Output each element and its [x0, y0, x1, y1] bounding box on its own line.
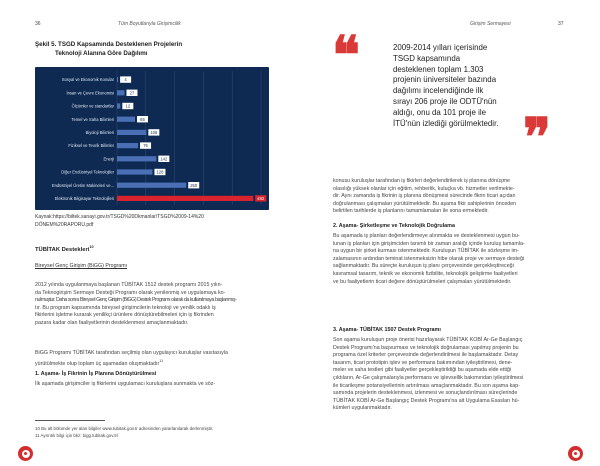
value-label: 12: [125, 103, 131, 109]
paragraph-2: [35, 350, 273, 368]
quote-line: İTÜ'nün izlediği görülmektedir.: [393, 118, 499, 128]
para1-line: fikirlerini işletme kurarak yenilikçi ürünlere dönüştürebilmeleri için iş fikrinden: [35, 312, 214, 319]
category-label: Enerji: [103, 156, 114, 162]
bar: [117, 183, 186, 188]
stage1-title: 1. Aşama- İş Fikrinin İş Planına Dönüştürülmesi: [35, 371, 157, 377]
bar: [117, 196, 253, 201]
stage3-title: 3. Aşama- TÜBİTAK 1507 Destek Programı: [333, 327, 441, 333]
bar: [117, 169, 152, 174]
value-label: 65: [140, 116, 145, 122]
stage3-line: meler ve saha testleri gibi faaliyetler gerçekleştirildiği bu aşamada elde ettiği: [333, 367, 512, 374]
quote-line: projenin üniversiteler bazında: [393, 75, 497, 85]
value-label: 76: [143, 143, 148, 149]
value-label: 27: [129, 90, 135, 96]
para2-text: yürütülmekte olup toplam üç aşamadan oluşmaktadır: [35, 360, 160, 367]
category-label: Sosyal ve Ekonomik Konular: [61, 77, 114, 83]
stage2-line: kavramsal tasarım, teknik ve ekonomik fizibilite, teknolojik geliştirme faaliyetleri: [333, 270, 518, 277]
stage1-text: İlk aşamada girişimciler iş fikirlerini uygulamacı kuruluşlara sunmakta ve söz-: [35, 381, 216, 387]
para1-line: pazara kadar olan faaliyetlerinin desteklenmesi amaçlanmaktadır.: [35, 319, 189, 326]
bar: [117, 77, 118, 82]
section-title-text: TÜBİTAK Destekleri: [35, 246, 90, 253]
figure-caption: [35, 41, 182, 58]
intro-line: belirtilen tarihlerde iş planlarını tamamlamaları ile sona ermektedir.: [333, 208, 489, 215]
stage3-line: kümleri uygulanmaktadır.: [333, 405, 392, 412]
stage3-line: programa özel kriterler çerçevesinde değerlendirilmesi ile başlamaktadır. Detay: [333, 352, 519, 359]
intro-line: olasılığı yüksek olanlar için eğitim, rehberlik, kuluçka vb. hizmetler verilmekte-: [333, 185, 515, 192]
bar: [117, 156, 156, 161]
quote-line: sırayı 206 proje ile ODTÜ'nün: [393, 96, 497, 106]
value-label: 492: [257, 196, 265, 201]
bar: [117, 117, 135, 122]
intro-line: dir. Aynı zamanda iş fikrinin iş planına dönüşmesi sürecinde fikrin ticari açıdan: [333, 193, 516, 200]
para1-line: nulmuştur. Daha sonra Bireysel Genç Girişim (BiGG) Destek Programı olarak da kullanılmaya başlanmış-: [35, 297, 237, 304]
stage2-line: Bu aşamada iş planları değerlendirmeye alınmakta ve desteklenmesi uygun bu-: [333, 233, 520, 239]
stage3-line: ile ticarileşme potansiyellerinin artırılması amaçlanmaktadır. Bu son aşama kap-: [333, 382, 520, 389]
section-footnote-ref: 10: [89, 245, 94, 249]
footnote-11: 11 Ayrıntılı bilgi için bkz: bigg.tubitak.gov.tr/: [35, 433, 119, 438]
running-head: Girişim Sermayesi: [470, 21, 511, 27]
stage2-line: ve bu faaliyetlerin ticari değere dönüştürülmeleri çalışmaları yürütülmektedir.: [333, 278, 512, 285]
footnote-ref: 11: [159, 358, 164, 363]
source-line2: DÖNEM%20RAPORU.pdf: [35, 222, 94, 228]
stage2-text: [333, 233, 569, 286]
stage2-line: na uygun bir şirket kurması istenmektedir. Kuruluşun TÜBİTAK ile sözleşme im-: [333, 248, 519, 255]
chart-background: [35, 67, 269, 210]
stage2-line: sağlanmaktadır. Bu süreçte kuruluşun iş planı çerçevesinde gerçekleştireceği: [333, 263, 514, 270]
value-label: 250: [190, 182, 198, 188]
running-head: Tüm Boyutlarıyla Girişimcilik: [118, 21, 181, 27]
category-label: İnsan ve Çevre Ekonomisi: [66, 90, 114, 96]
stage3-line: Son aşama kuruluşun proje önerisi hazırlayarak TÜBİTAK KOBİ Ar-Ge Başlangıç: [333, 337, 523, 343]
stage3-line: TÜBİTAK KOBİ Ar-Ge Başlangıç Destek Programı'na ait Uygulama Esasları hü-: [333, 397, 520, 404]
value-label: 128: [156, 169, 164, 175]
page-number: 36: [35, 21, 41, 27]
stage3-line: tasarım, ticari prototipin işlev ve performans bakımından iyileştirilmesi, dene-: [333, 359, 513, 366]
figure-source: [35, 213, 275, 229]
para1-line: da Teknogirişim Sermaye Desteği Programı olarak yenilenmiş ve uygulamaya ko-: [35, 289, 226, 296]
category-label: Elektronik Bilgisayar Teknolojileri: [54, 196, 114, 201]
footnote-10: 10 Bu alt bölümde yer alan bilgiler www.tubitak.gov.tr adresinden yararlanılarak derlenmiştir.: [35, 426, 214, 431]
stage2-line: zalamasının ardından teminat istenmeksizin hibe olarak proje ve sermaye desteği: [333, 255, 525, 262]
figure-caption-line2: Teknoloji Alanına Göre Dağılımı: [55, 49, 148, 57]
category-label: Diğer Endüstriyel Teknolojiler: [61, 169, 114, 175]
quote-line: desteklenen toplam 1.303: [393, 64, 484, 74]
category-label: Ölçümler ve standartlar: [71, 103, 114, 109]
pull-quote: [393, 43, 543, 129]
category-label: Biyoloji Bilimleri: [85, 130, 114, 135]
value-label: 4: [124, 77, 127, 83]
page-number: 37: [558, 21, 564, 27]
stage3-text: [333, 337, 569, 413]
para1-line: 2012 yılında uygulanmaya başlanan TÜBİTAK 1512 destek programı 2015 yılın-: [35, 282, 223, 288]
category-label: Endüstriyel Üretim Makineleri ve...: [51, 182, 114, 188]
chart-svg: [35, 67, 269, 210]
open-quote-icon: ❝: [332, 25, 360, 86]
figure-caption-line1: Şekil 5. TSGD Kapsamında Desteklenen Projelerin: [35, 41, 183, 48]
stage3-line: çıktıların, Ar-Ge çalışmalarıyla performans ve işlevsellik bakımından iyileştirilmesi: [333, 374, 524, 381]
stage2-line: lunan iş planları için girişimciden tanımlı bir zaman aralığı içinde kuruluş tamamla-: [333, 240, 525, 247]
quote-line: TSGD kapsamında: [393, 53, 461, 63]
para2-line: [35, 358, 273, 368]
stage3-line: samında projelerin desteklenmesi, izlenmesi ve sonuçlandırılması süreçlerinde: [333, 390, 518, 397]
intro-line: konusu kuruluşlar tarafından iş fikirleri değerlendirilerek iş planına dönüşme: [333, 178, 510, 184]
close-quote-icon: ❞: [523, 107, 551, 168]
stage3-line: Destek Programı'na başvurması ve teknolojik doğrulaması yapılmış projenin bu: [333, 344, 519, 351]
bar: [117, 130, 146, 135]
quote-line: aldığı, onu da 101 proje ile: [393, 107, 487, 117]
paragraph-1: [35, 282, 273, 328]
bottom-badge-icon: [568, 446, 583, 461]
right-intro: [333, 178, 569, 216]
section-title: [35, 245, 94, 253]
footnote-divider: [35, 420, 105, 421]
bottom-badge-icon: [18, 446, 33, 461]
source-line1: Kaynak:https://biltek.sanayi.gov.tr/TSGD%20Dkmanlar/TSGD%2009-14%20: [35, 214, 204, 220]
subsection-title: Bireysel Genç Girişim (BiGG) Programı: [35, 263, 128, 269]
quote-line: 2009-2014 yılları içerisinde: [393, 43, 488, 52]
bar: [117, 103, 120, 108]
value-label: 106: [150, 130, 158, 135]
bar: [117, 90, 124, 95]
stage2-title: 2. Aşama- Şirketleşme ve Teknolojik Doğrulama: [333, 223, 455, 229]
bar-chart: [35, 67, 269, 210]
bar: [117, 143, 138, 148]
quote-line: dağılımı incelendiğinde ilk: [393, 86, 484, 96]
intro-line: doğrulanması çalışmaları yürütülmektedir. Bu aşama fikir sahiplerinin önceden: [333, 200, 517, 207]
category-label: Fiziksel ve Teorik Bilimler: [68, 143, 114, 149]
para2-line: BiGG Programı TÜBİTAK tarafından seçilmiş olan uygulayıcı kuruluşlar vasıtasıyla: [35, 350, 228, 356]
category-label: Temel ve Saha Bilimleri: [71, 116, 114, 122]
value-label: 142: [160, 156, 168, 162]
para1-line: tır. Bu program kapsamında bireysel girişimcilerin teknoloji ve yenilik odaklı iş: [35, 304, 216, 311]
